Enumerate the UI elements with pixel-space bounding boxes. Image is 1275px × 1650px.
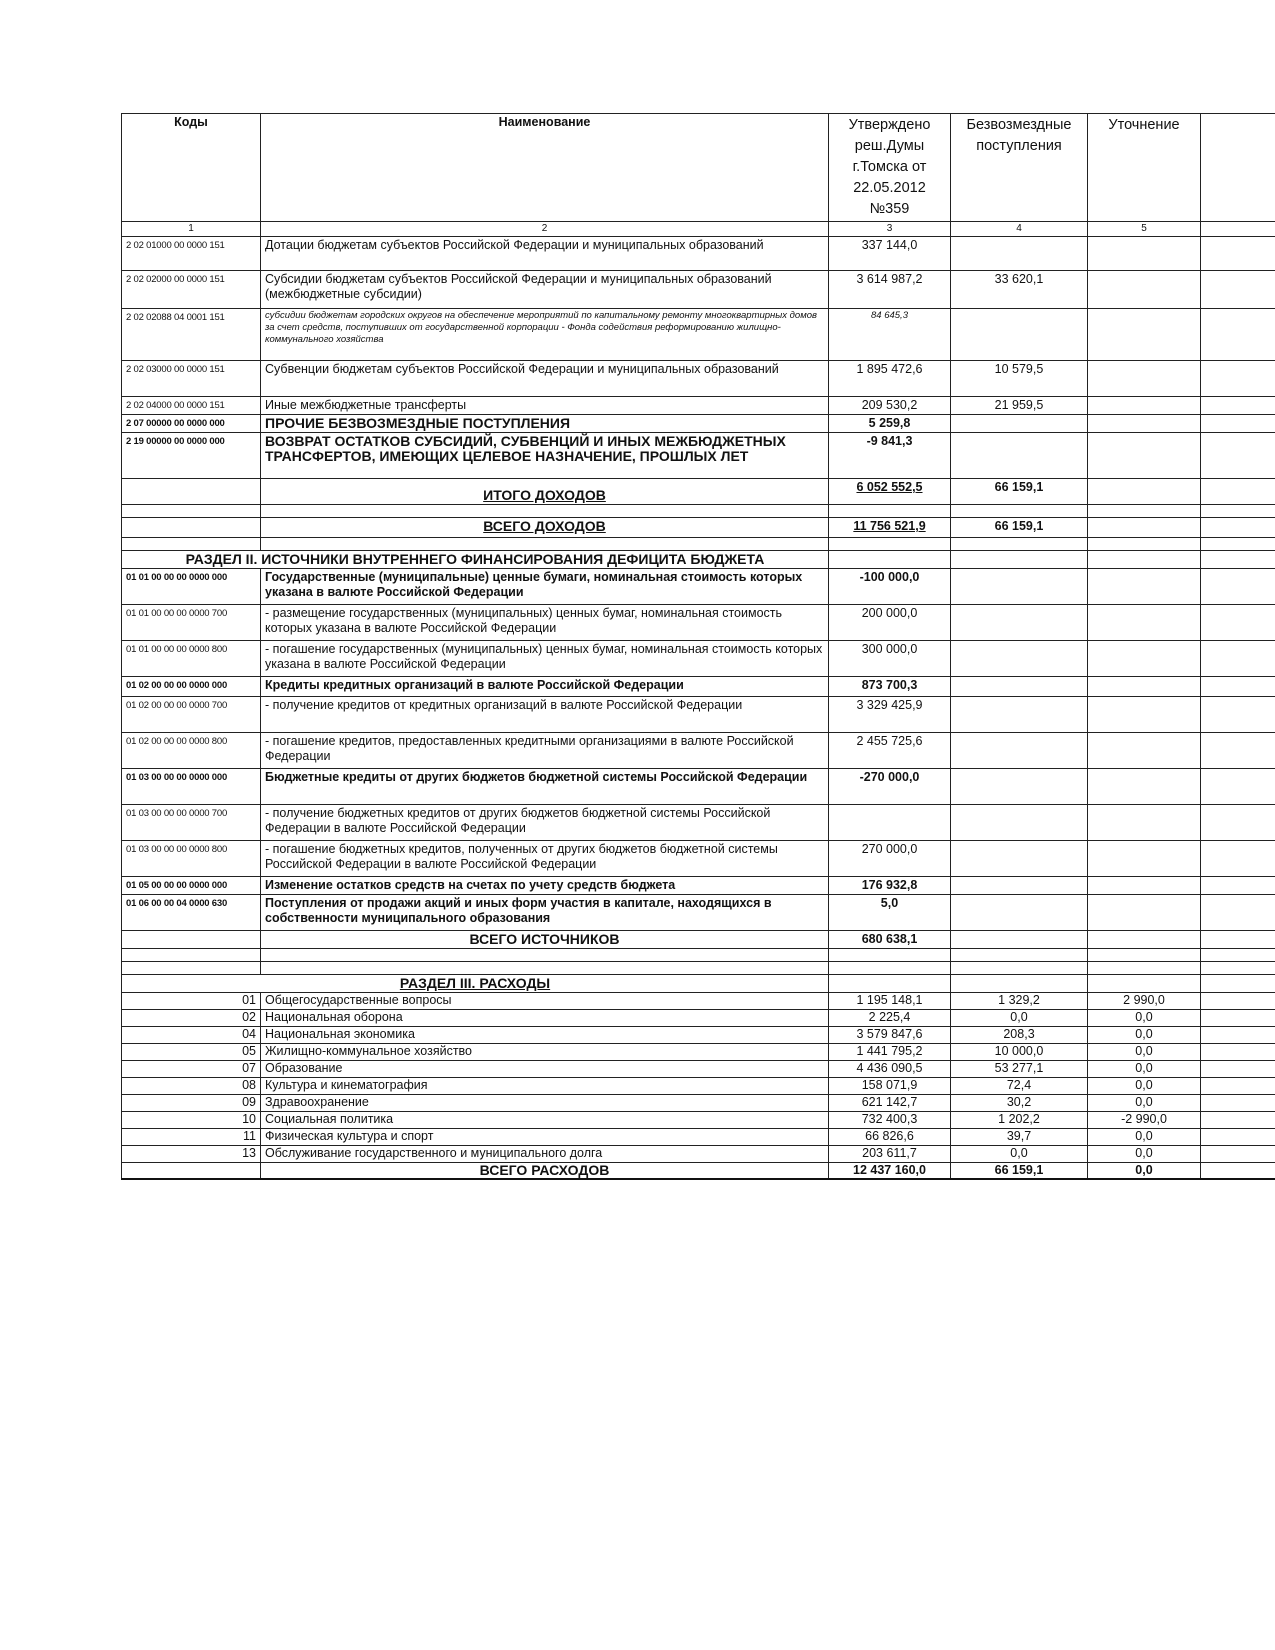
- row-extra: [1201, 1044, 1275, 1061]
- itogo-approved: 6 052 552,5: [829, 479, 951, 505]
- source-row: [122, 569, 1275, 605]
- empty-cell: [1201, 677, 1275, 697]
- row-approved: 3 614 987,2: [829, 271, 951, 309]
- row-free: 39,7: [951, 1129, 1088, 1146]
- empty-cell: [122, 949, 261, 962]
- row-name: Иные межбюджетные трансферты: [261, 397, 829, 415]
- row-clarify: 0,0: [1088, 1095, 1201, 1112]
- source-row: [122, 769, 1275, 805]
- section2-title-row: [122, 551, 1275, 569]
- row-clarify: 0,0: [1088, 1129, 1201, 1146]
- vsego-dohodov-row: [122, 518, 1275, 538]
- expense-row: [122, 1095, 1275, 1112]
- row-approved: 176 932,8: [829, 877, 951, 895]
- row-name: Образование: [261, 1061, 829, 1078]
- empty-cell: [951, 769, 1088, 805]
- row-code: 08: [122, 1078, 261, 1095]
- expense-row: [122, 993, 1275, 1010]
- empty-cell: [1088, 962, 1201, 975]
- row-extra: [1201, 415, 1275, 433]
- row-code: 01: [122, 993, 261, 1010]
- empty-cell: [1088, 769, 1201, 805]
- empty-cell: [1201, 641, 1275, 677]
- empty-cell: [1201, 805, 1275, 841]
- empty-cell: [1088, 733, 1201, 769]
- expense-row: [122, 1146, 1275, 1163]
- row-name: Национальная экономика: [261, 1027, 829, 1044]
- income-row: [122, 397, 1275, 415]
- income-row: [122, 237, 1275, 271]
- row-code: 2 02 02000 00 0000 151: [122, 271, 261, 309]
- row-name: субсидии бюджетам городских округов на обеспечение мероприятий по капитальному ремонту многоквартирных домов за счет средств, поступивших от государственной корпорации - Фонда содействия реформированию жилищно-коммунального хозяйства: [261, 309, 829, 361]
- row-name: Изменение остатков средств на счетах по учету средств бюджета: [261, 877, 829, 895]
- empty-cell: [829, 962, 951, 975]
- row-name: Физическая культура и спорт: [261, 1129, 829, 1146]
- row-code: 11: [122, 1129, 261, 1146]
- row-extra: [1201, 1010, 1275, 1027]
- row-clarify: 0,0: [1088, 1010, 1201, 1027]
- source-row: [122, 895, 1275, 931]
- row-free: 1 202,2: [951, 1112, 1088, 1129]
- row-free: 30,2: [951, 1095, 1088, 1112]
- vsego-istochnikov-row: [122, 931, 1275, 949]
- empty-cell: [122, 479, 261, 505]
- empty-cell: [1201, 569, 1275, 605]
- expense-row: [122, 1044, 1275, 1061]
- row-free: [951, 237, 1088, 271]
- source-row: [122, 877, 1275, 895]
- row-name: Бюджетные кредиты от других бюджетов бюджетной системы Российской Федерации: [261, 769, 829, 805]
- row-code: 05: [122, 1044, 261, 1061]
- budget-document: [121, 113, 1275, 1180]
- row-approved: -270 000,0: [829, 769, 951, 805]
- row-free: [951, 433, 1088, 479]
- row-name: Кредиты кредитных организаций в валюте Российской Федерации: [261, 677, 829, 697]
- header-row: [122, 114, 1275, 222]
- col-extra-header: [1201, 114, 1275, 222]
- column-number-row: [122, 222, 1275, 237]
- row-extra: [1201, 1112, 1275, 1129]
- empty-cell: [951, 641, 1088, 677]
- row-extra: [1201, 993, 1275, 1010]
- empty-cell: [1201, 551, 1275, 569]
- row-extra: [1201, 237, 1275, 271]
- empty-cell: [1201, 1163, 1275, 1180]
- row-free: 53 277,1: [951, 1061, 1088, 1078]
- row-name: - получение кредитов от кредитных организаций в валюте Российской Федерации: [261, 697, 829, 733]
- col-codes-header: Коды: [122, 114, 261, 222]
- row-approved: 203 611,7: [829, 1146, 951, 1163]
- row-approved: 621 142,7: [829, 1095, 951, 1112]
- row-code: 09: [122, 1095, 261, 1112]
- row-name: Национальная оборона: [261, 1010, 829, 1027]
- vsego-istochnikov-label: ВСЕГО ИСТОЧНИКОВ: [261, 931, 829, 949]
- empty-cell: [1088, 677, 1201, 697]
- blank-row: [122, 505, 1275, 518]
- row-free: 21 959,5: [951, 397, 1088, 415]
- empty-cell: [122, 931, 261, 949]
- expense-row: [122, 1078, 1275, 1095]
- row-clarify: [1088, 237, 1201, 271]
- empty-cell: [951, 895, 1088, 931]
- row-code: 01 05 00 00 00 0000 000: [122, 877, 261, 895]
- empty-cell: [1088, 877, 1201, 895]
- vsego-dohodov-free: 66 159,1: [951, 518, 1088, 538]
- empty-cell: [261, 538, 829, 551]
- section2-title: РАЗДЕЛ II. ИСТОЧНИКИ ВНУТРЕННЕГО ФИНАНСИРОВАНИЯ ДЕФИЦИТА БЮДЖЕТА: [122, 551, 829, 569]
- vsego-rashodov-clarify: 0,0: [1088, 1163, 1201, 1180]
- col-num-3: 3: [829, 222, 951, 237]
- row-code: 10: [122, 1112, 261, 1129]
- empty-cell: [261, 505, 829, 518]
- row-approved: 1 195 148,1: [829, 993, 951, 1010]
- row-extra: [1201, 1027, 1275, 1044]
- row-name: ВОЗВРАТ ОСТАТКОВ СУБСИДИЙ, СУБВЕНЦИЙ И ИНЫХ МЕЖБЮДЖЕТНЫХ ТРАНСФЕРТОВ, ИМЕЮЩИХ ЦЕЛЕВОЕ НАЗНАЧЕНИЕ, ПРОШЛЫХ ЛЕТ: [261, 433, 829, 479]
- vsego-rashodov-row: [122, 1163, 1275, 1180]
- row-free: 33 620,1: [951, 271, 1088, 309]
- row-clarify: [1088, 309, 1201, 361]
- row-clarify: 0,0: [1088, 1078, 1201, 1095]
- vsego-rashodov-free: 66 159,1: [951, 1163, 1088, 1180]
- row-clarify: [1088, 361, 1201, 397]
- row-approved: 84 645,3: [829, 309, 951, 361]
- empty-cell: [951, 733, 1088, 769]
- row-code: 01 02 00 00 00 0000 700: [122, 697, 261, 733]
- vsego-dohodov-approved: 11 756 521,9: [829, 518, 951, 538]
- row-name: Общегосударственные вопросы: [261, 993, 829, 1010]
- row-code: 01 02 00 00 00 0000 800: [122, 733, 261, 769]
- empty-cell: [1088, 641, 1201, 677]
- source-row: [122, 605, 1275, 641]
- empty-cell: [829, 505, 951, 518]
- empty-cell: [829, 949, 951, 962]
- row-name: Субсидии бюджетам субъектов Российской Федерации и муниципальных образований (межбюджетные субсидии): [261, 271, 829, 309]
- empty-cell: [1201, 605, 1275, 641]
- empty-cell: [1201, 538, 1275, 551]
- row-clarify: 0,0: [1088, 1027, 1201, 1044]
- row-approved: 3 579 847,6: [829, 1027, 951, 1044]
- col-approved-header: Утверждено реш.Думы г.Томска от 22.05.2012 №359: [829, 114, 951, 222]
- expense-row: [122, 1129, 1275, 1146]
- col-num-1: 1: [122, 222, 261, 237]
- empty-cell: [1088, 895, 1201, 931]
- col-name-header: Наименование: [261, 114, 829, 222]
- source-row: [122, 697, 1275, 733]
- row-approved: 158 071,9: [829, 1078, 951, 1095]
- vsego-dohodov-label: ВСЕГО ДОХОДОВ: [261, 518, 829, 538]
- row-code: 01 01 00 00 00 0000 800: [122, 641, 261, 677]
- row-approved: 337 144,0: [829, 237, 951, 271]
- row-name: - получение бюджетных кредитов от других бюджетов бюджетной системы Российской Федерации в валюте Российской Федерации: [261, 805, 829, 841]
- empty-cell: [1201, 895, 1275, 931]
- row-approved: 5 259,8: [829, 415, 951, 433]
- empty-cell: [122, 518, 261, 538]
- income-row: [122, 433, 1275, 479]
- col-num-5: 5: [1088, 222, 1201, 237]
- row-name: - погашение бюджетных кредитов, полученных от других бюджетов бюджетной системы Российской Федерации в валюте Российской Федерации: [261, 841, 829, 877]
- empty-cell: [1201, 931, 1275, 949]
- empty-cell: [1201, 518, 1275, 538]
- row-name: Дотации бюджетам субъектов Российской Федерации и муниципальных образований: [261, 237, 829, 271]
- empty-cell: [1088, 479, 1201, 505]
- empty-cell: [122, 1163, 261, 1180]
- empty-cell: [1088, 697, 1201, 733]
- row-approved: 209 530,2: [829, 397, 951, 415]
- empty-cell: [1201, 962, 1275, 975]
- row-clarify: [1088, 271, 1201, 309]
- row-code: 01 06 00 00 04 0000 630: [122, 895, 261, 931]
- expense-row: [122, 1010, 1275, 1027]
- itogo-label: ИТОГО ДОХОДОВ: [261, 479, 829, 505]
- row-extra: [1201, 1129, 1275, 1146]
- source-row: [122, 733, 1275, 769]
- row-approved: [829, 805, 951, 841]
- row-name: - размещение государственных (муниципальных) ценных бумаг, номинальная стоимость которых указана в валюте Российской Федерации: [261, 605, 829, 641]
- row-code: 02: [122, 1010, 261, 1027]
- empty-cell: [951, 962, 1088, 975]
- row-code: 2 02 01000 00 0000 151: [122, 237, 261, 271]
- row-extra: [1201, 309, 1275, 361]
- row-approved: 1 895 472,6: [829, 361, 951, 397]
- col-clarify-header: Уточнение: [1088, 114, 1201, 222]
- row-extra: [1201, 1061, 1275, 1078]
- itogo-row: [122, 479, 1275, 505]
- row-clarify: 0,0: [1088, 1146, 1201, 1163]
- income-row: [122, 415, 1275, 433]
- empty-cell: [122, 505, 261, 518]
- row-code: 2 02 04000 00 0000 151: [122, 397, 261, 415]
- row-approved: 270 000,0: [829, 841, 951, 877]
- vsego-rashodov-approved: 12 437 160,0: [829, 1163, 951, 1180]
- row-clarify: 0,0: [1088, 1044, 1201, 1061]
- row-code: 01 03 00 00 00 0000 700: [122, 805, 261, 841]
- row-clarify: 0,0: [1088, 1061, 1201, 1078]
- source-row: [122, 805, 1275, 841]
- row-free: 10 579,5: [951, 361, 1088, 397]
- empty-cell: [1088, 569, 1201, 605]
- empty-cell: [951, 931, 1088, 949]
- row-free: 0,0: [951, 1146, 1088, 1163]
- empty-cell: [951, 841, 1088, 877]
- row-clarify: [1088, 433, 1201, 479]
- empty-cell: [261, 949, 829, 962]
- row-approved: 200 000,0: [829, 605, 951, 641]
- col-num-4: 4: [951, 222, 1088, 237]
- source-row: [122, 641, 1275, 677]
- row-name: Обслуживание государственного и муниципального долга: [261, 1146, 829, 1163]
- empty-cell: [1088, 538, 1201, 551]
- empty-cell: [1088, 518, 1201, 538]
- row-free: 10 000,0: [951, 1044, 1088, 1061]
- empty-cell: [122, 962, 261, 975]
- row-approved: 873 700,3: [829, 677, 951, 697]
- row-name: Государственные (муниципальные) ценные бумаги, номинальная стоимость которых указана в валюте Российской Федерации: [261, 569, 829, 605]
- budget-table: [121, 113, 1275, 1180]
- empty-cell: [1201, 479, 1275, 505]
- row-code: 2 19 00000 00 0000 000: [122, 433, 261, 479]
- income-row: [122, 271, 1275, 309]
- empty-cell: [1201, 975, 1275, 993]
- empty-cell: [951, 605, 1088, 641]
- income-row: [122, 309, 1275, 361]
- empty-cell: [1088, 949, 1201, 962]
- row-approved: 2 455 725,6: [829, 733, 951, 769]
- blank-row: [122, 962, 1275, 975]
- row-clarify: [1088, 397, 1201, 415]
- empty-cell: [951, 975, 1088, 993]
- row-extra: [1201, 1095, 1275, 1112]
- blank-row: [122, 538, 1275, 551]
- row-name: - погашение кредитов, предоставленных кредитными организациями в валюте Российской Федерации: [261, 733, 829, 769]
- row-approved: 2 225,4: [829, 1010, 951, 1027]
- empty-cell: [122, 538, 261, 551]
- row-extra: [1201, 397, 1275, 415]
- empty-cell: [951, 505, 1088, 518]
- row-approved: 1 441 795,2: [829, 1044, 951, 1061]
- row-name: - погашение государственных (муниципальных) ценных бумаг, номинальная стоимость которых указана в валюте Российской Федерации: [261, 641, 829, 677]
- row-extra: [1201, 433, 1275, 479]
- row-code: 13: [122, 1146, 261, 1163]
- empty-cell: [1201, 841, 1275, 877]
- row-code: 2 02 03000 00 0000 151: [122, 361, 261, 397]
- row-name: ПРОЧИЕ БЕЗВОЗМЕЗДНЫЕ ПОСТУПЛЕНИЯ: [261, 415, 829, 433]
- row-code: 01 01 00 00 00 0000 700: [122, 605, 261, 641]
- income-row: [122, 361, 1275, 397]
- row-approved: 732 400,3: [829, 1112, 951, 1129]
- empty-cell: [1201, 949, 1275, 962]
- section3-title: РАЗДЕЛ III. РАСХОДЫ: [122, 975, 829, 993]
- empty-cell: [1201, 769, 1275, 805]
- row-free: 208,3: [951, 1027, 1088, 1044]
- row-approved: 300 000,0: [829, 641, 951, 677]
- row-code: 01 01 00 00 00 0000 000: [122, 569, 261, 605]
- empty-cell: [1088, 505, 1201, 518]
- row-free: 72,4: [951, 1078, 1088, 1095]
- empty-cell: [1201, 505, 1275, 518]
- section3-title-row: [122, 975, 1275, 993]
- empty-cell: [951, 677, 1088, 697]
- row-code: 01 03 00 00 00 0000 000: [122, 769, 261, 805]
- vsego-istochnikov-approved: 680 638,1: [829, 931, 951, 949]
- col-free-header: Безвозмездные поступления: [951, 114, 1088, 222]
- row-name: Субвенции бюджетам субъектов Российской Федерации и муниципальных образований: [261, 361, 829, 397]
- row-approved: 5,0: [829, 895, 951, 931]
- row-extra: [1201, 271, 1275, 309]
- row-extra: [1201, 361, 1275, 397]
- expense-row: [122, 1027, 1275, 1044]
- row-approved: 3 329 425,9: [829, 697, 951, 733]
- row-clarify: -2 990,0: [1088, 1112, 1201, 1129]
- empty-cell: [1088, 975, 1201, 993]
- empty-cell: [951, 877, 1088, 895]
- expense-row: [122, 1112, 1275, 1129]
- empty-cell: [951, 805, 1088, 841]
- empty-cell: [951, 538, 1088, 551]
- empty-cell: [261, 962, 829, 975]
- row-code: 01 03 00 00 00 0000 800: [122, 841, 261, 877]
- row-approved: 4 436 090,5: [829, 1061, 951, 1078]
- row-code: 2 02 02088 04 0001 151: [122, 309, 261, 361]
- row-name: Культура и кинематография: [261, 1078, 829, 1095]
- row-code: 2 07 00000 00 0000 000: [122, 415, 261, 433]
- blank-row: [122, 949, 1275, 962]
- empty-cell: [1201, 697, 1275, 733]
- itogo-free: 66 159,1: [951, 479, 1088, 505]
- empty-cell: [1088, 841, 1201, 877]
- row-code: 07: [122, 1061, 261, 1078]
- empty-cell: [829, 551, 951, 569]
- empty-cell: [829, 538, 951, 551]
- row-extra: [1201, 1078, 1275, 1095]
- source-row: [122, 841, 1275, 877]
- empty-cell: [1088, 605, 1201, 641]
- row-name: Поступления от продажи акций и иных форм участия в капитале, находящихся в собственности муниципального образования: [261, 895, 829, 931]
- row-free: [951, 415, 1088, 433]
- row-clarify: 2 990,0: [1088, 993, 1201, 1010]
- row-approved: 66 826,6: [829, 1129, 951, 1146]
- source-row: [122, 677, 1275, 697]
- empty-cell: [1201, 877, 1275, 895]
- row-code: 01 02 00 00 00 0000 000: [122, 677, 261, 697]
- empty-cell: [1088, 805, 1201, 841]
- col-num-2: 2: [261, 222, 829, 237]
- row-free: [951, 309, 1088, 361]
- empty-cell: [829, 975, 951, 993]
- row-name: Социальная политика: [261, 1112, 829, 1129]
- empty-cell: [1088, 931, 1201, 949]
- empty-cell: [1088, 551, 1201, 569]
- row-free: 0,0: [951, 1010, 1088, 1027]
- empty-cell: [1201, 733, 1275, 769]
- empty-cell: [951, 551, 1088, 569]
- vsego-rashodov-label: ВСЕГО РАСХОДОВ: [261, 1163, 829, 1180]
- row-extra: [1201, 1146, 1275, 1163]
- empty-cell: [951, 697, 1088, 733]
- col-num-6: [1201, 222, 1275, 237]
- empty-cell: [951, 949, 1088, 962]
- row-approved: -9 841,3: [829, 433, 951, 479]
- row-free: 1 329,2: [951, 993, 1088, 1010]
- row-code: 04: [122, 1027, 261, 1044]
- expense-row: [122, 1061, 1275, 1078]
- row-clarify: [1088, 415, 1201, 433]
- row-name: Жилищно-коммунальное хозяйство: [261, 1044, 829, 1061]
- row-approved: -100 000,0: [829, 569, 951, 605]
- empty-cell: [951, 569, 1088, 605]
- row-name: Здравоохранение: [261, 1095, 829, 1112]
